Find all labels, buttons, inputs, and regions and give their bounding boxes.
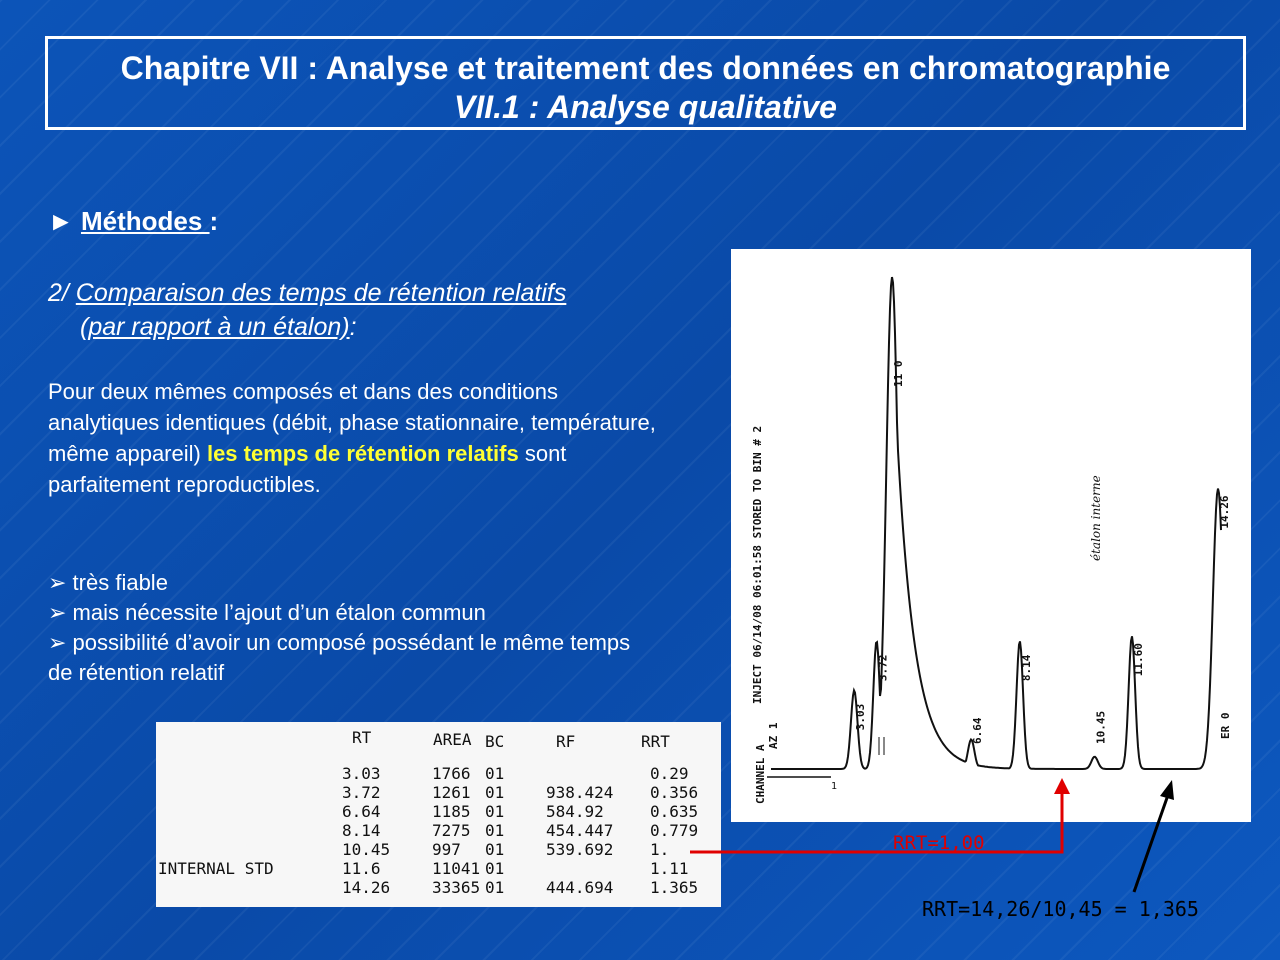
az-label: AZ 1: [767, 722, 780, 749]
table-cell-bc: 01: [485, 764, 505, 783]
handwritten-note: étalon interne: [1089, 475, 1103, 561]
peak-label: 6.64: [971, 717, 985, 744]
table-cell-rrt: 0.779: [650, 821, 699, 840]
peak-label: 11 0: [892, 360, 906, 387]
triangle-arrow-icon: ►: [48, 206, 74, 236]
bullet-item: ➢ très fiable: [48, 570, 168, 595]
table-cell-area: 997: [432, 840, 461, 859]
channel-label: CHANNEL A: [754, 744, 767, 804]
comparison-line1: Comparaison des temps de rétention relatifs: [75, 279, 567, 307]
bullet-item: ➢ possibilité d’avoir un composé possédant le même temps de rétention relatif: [48, 630, 631, 685]
table-cell-rt: 6.64: [342, 802, 381, 821]
paragraph-part2: sont parfaitement reproductibles.: [48, 441, 567, 497]
table-cell-rrt: 1.11: [650, 859, 689, 878]
table-cell-area: 1766: [432, 764, 471, 783]
red-arrow: [690, 790, 1062, 852]
table-cell-rf: 444.694: [546, 878, 614, 897]
rrt-calculation-label: RRT=14,26/10,45 = 1,365: [922, 897, 1199, 921]
paragraph-part1: Pour deux mêmes composés et dans des conditions analytiques identiques (débit, phase stationnaire, température, même appareil): [48, 379, 656, 466]
peak-label: 14.26: [1218, 495, 1232, 529]
header-rf: RF: [556, 732, 576, 751]
table-cell-rf: 454.447: [546, 821, 614, 840]
table-cell-area: 1185: [432, 802, 471, 821]
table-cell-rt: 11.6: [342, 859, 381, 878]
chapter-title: Chapitre VII : Analyse et traitement des données en chromatographie: [120, 50, 1171, 86]
table-cell-rt: 14.26: [342, 878, 391, 897]
peak-label: 10.45: [1094, 710, 1108, 744]
comparison-line2: (par rapport à un étalon): [80, 313, 350, 341]
paragraph-highlight: les temps de rétention relatifs: [206, 441, 519, 466]
table-cell-area: 11041: [432, 859, 481, 878]
table-cell-bc: 01: [485, 878, 505, 897]
rrt-reference-label: RRT=1,00: [893, 832, 985, 854]
table-cell-rf: 938.424: [546, 783, 614, 802]
start-mark-label: 1: [831, 781, 838, 792]
bullet-item: ➢ mais nécessite l’ajout d’un étalon commun: [48, 600, 486, 625]
er-label: ER 0: [1219, 712, 1232, 739]
peak-label: 3.03: [854, 703, 868, 731]
table-cell-rrt: 0.356: [650, 783, 699, 802]
red-arrow-head: [1054, 778, 1070, 794]
table-cell-rt: 3.03: [342, 764, 381, 783]
table-cell-bc: 01: [485, 840, 505, 859]
table-cell-area: 33365: [432, 878, 481, 897]
table-cell-bc: 01: [485, 821, 505, 840]
inject-label: INJECT 06/14/08 06:01:58 STORED TO BIN # 2: [751, 425, 764, 704]
table-cell-rf: 539.692: [546, 840, 614, 859]
peak-label: 11.60: [1131, 643, 1145, 677]
table-cell-bc: 01: [485, 802, 505, 821]
table-cell-rrt: 1.: [650, 840, 670, 859]
table-cell-rrt: 1.365: [650, 878, 699, 897]
methods-label: Méthodes: [80, 206, 210, 236]
header-rt: RT: [352, 728, 372, 747]
table-cell-rrt: 0.29: [650, 764, 689, 783]
peak-label: 8.14: [1019, 654, 1033, 682]
table-cell-rt: 10.45: [342, 840, 391, 859]
header-rrt: RRT: [641, 732, 670, 751]
table-cell-area: 1261: [432, 783, 471, 802]
methods-colon: :: [209, 206, 219, 236]
black-arrow: [1134, 795, 1168, 892]
table-cell-bc: 01: [485, 859, 505, 878]
table-cell-bc: 01: [485, 783, 505, 802]
section-subtitle: VII.1 : Analyse qualitative: [454, 89, 837, 125]
table-cell-rf: 584.92: [546, 802, 604, 821]
table-cell-rt: 8.14: [342, 821, 381, 840]
header-area: AREA: [433, 730, 472, 749]
black-arrow-head: [1160, 780, 1174, 800]
comparison-suffix: :: [349, 313, 357, 341]
comparison-prefix: 2/: [48, 279, 76, 307]
table-cell-label: INTERNAL STD: [158, 859, 274, 878]
table-cell-area: 7275: [432, 821, 471, 840]
table-cell-rt: 3.72: [342, 783, 381, 802]
table-cell-rrt: 0.635: [650, 802, 699, 821]
header-bc: BC: [485, 732, 505, 751]
peak-label: 3.72: [876, 654, 890, 682]
